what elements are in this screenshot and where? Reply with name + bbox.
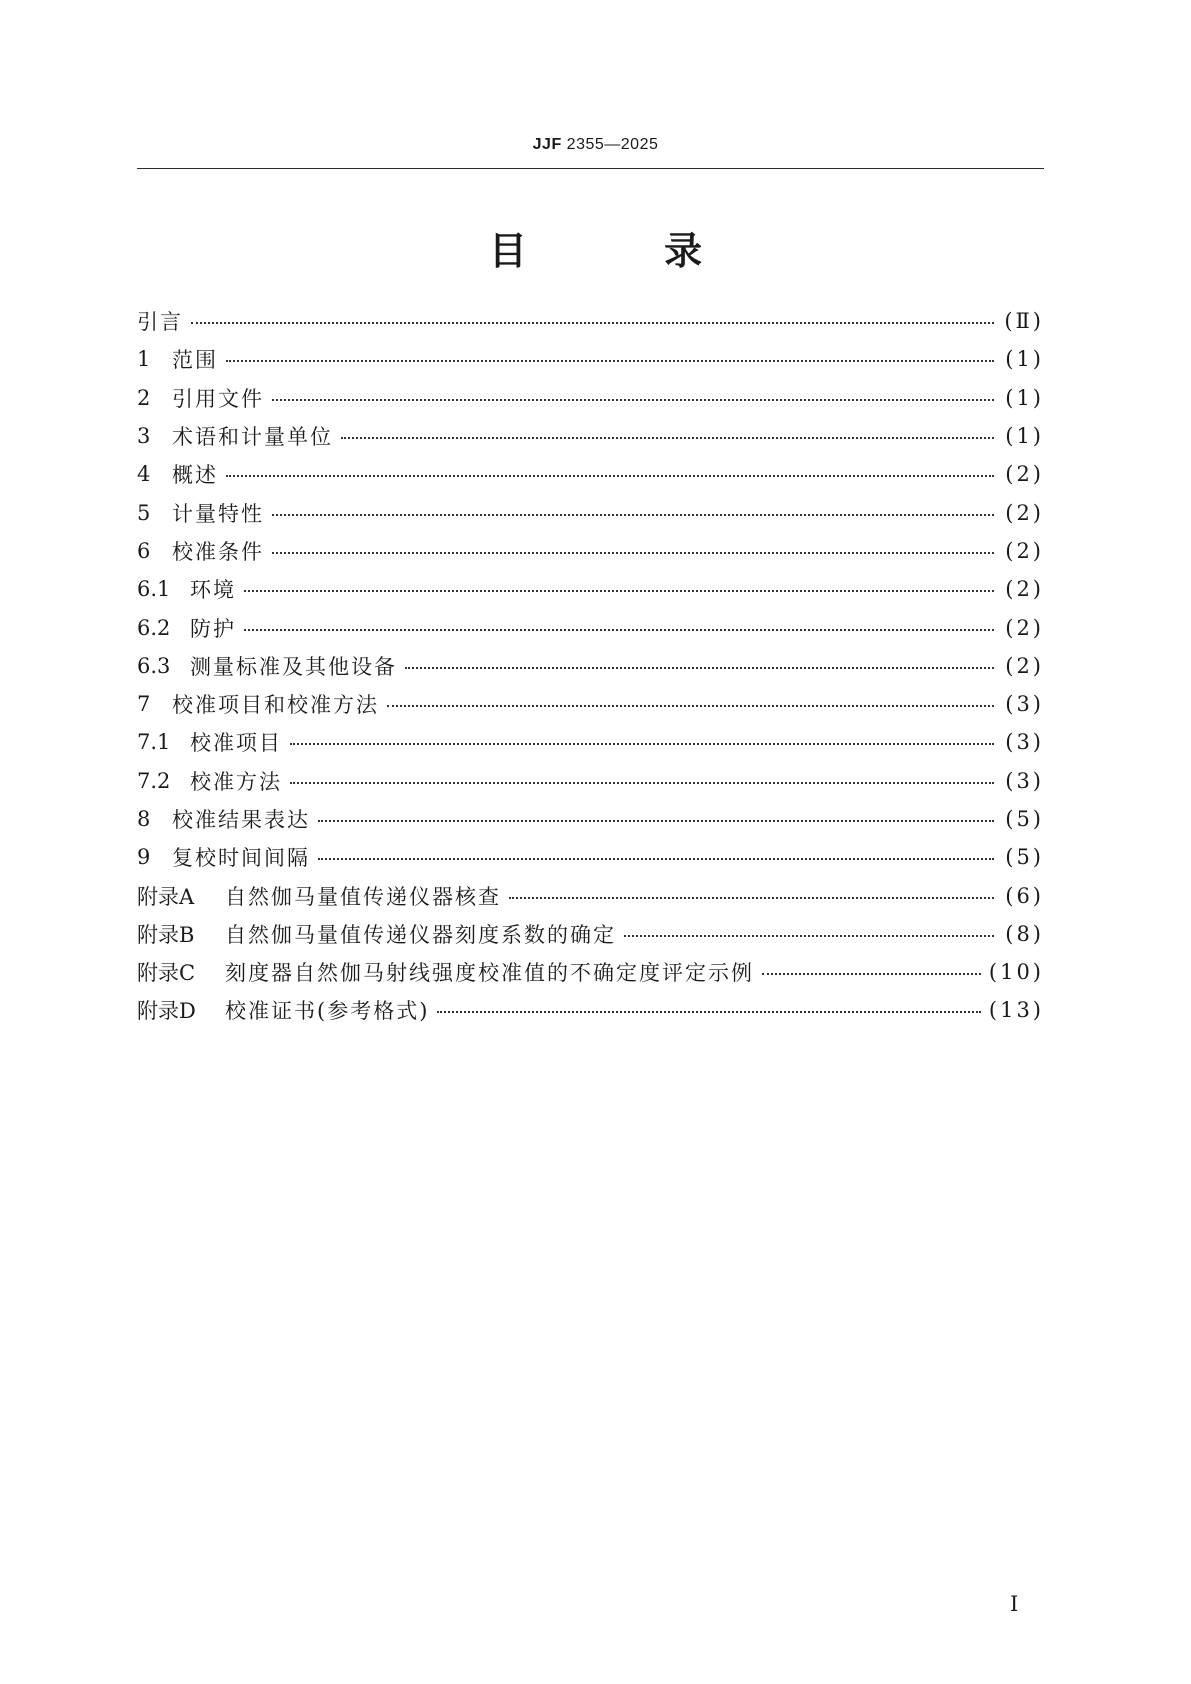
toc-entry-title: 刻度器自然伽马射线强度校准值的不确定度评定示例 [225,961,754,986]
toc-entry-number: 1 [137,347,151,372]
toc-entry-page: (1) [1005,424,1044,449]
toc-entry [137,838,1044,876]
toc-entry [137,340,1044,378]
toc-entry-page: (2) [1005,577,1044,602]
toc-entry [137,570,1044,608]
toc-dot-leader [509,897,994,899]
toc-dot-leader [290,782,994,784]
toc-entry-page: (10) [988,960,1044,985]
toc-entry-page: (8) [1005,921,1044,946]
toc-entry-page: (2) [1005,538,1044,563]
toc-entry-number: 附录A [137,884,195,909]
toc-entry-page: (3) [1005,768,1044,793]
toc-entry-number: 6 [137,538,151,563]
toc-entry-page: (5) [1005,845,1044,870]
toc-entry-number: 8 [137,807,151,831]
toc-entry-number: 附录B [137,922,195,947]
toc-entry [137,379,1044,417]
toc-entry [137,723,1044,761]
toc-entry-title: 校准结果表达 [172,808,310,832]
toc-entry [137,800,1044,838]
toc-entry-title: 自然伽马量值传递仪器刻度系数的确定 [225,922,616,947]
toc-entry-title: 校准证书(参考格式) [225,999,430,1024]
toc-entry-number: 6.3 [137,653,171,678]
toc-entry-page: (3) [1005,730,1044,755]
toc-dot-leader [405,667,994,669]
toc-entry-page: (1) [1005,385,1044,410]
toc-entry-title: 校准项目 [190,731,282,756]
toc-dot-leader [624,935,994,937]
toc-entry-title: 概述 [172,463,218,488]
toc-entry-title: 校准方法 [190,769,282,794]
toc-entry [137,455,1044,493]
toc-dot-leader [387,705,994,707]
toc-dot-leader [318,820,994,822]
toc-dot-leader [272,552,994,554]
toc-entry-title: 自然伽马量值传递仪器核查 [225,884,501,909]
toc-entry-number: 9 [137,845,151,870]
toc-dot-leader [272,514,994,516]
toc-entry-page: (2) [1005,500,1044,525]
document-code-prefix: JJF [532,136,562,153]
toc-entry-number: 4 [137,462,151,487]
toc-entry-title: 测量标准及其他设备 [190,654,397,679]
toc-entry [137,417,1044,455]
toc-dot-leader [318,858,994,860]
toc-entry [137,493,1044,531]
toc-entry-number: 3 [137,424,151,449]
toc-dot-leader [437,1011,981,1013]
toc-entry-number: 5 [137,500,151,525]
toc-entry-page: (2) [1005,615,1044,640]
toc-entry-number: 7.1 [137,730,171,755]
toc-entry-number: 7 [137,692,151,717]
toc-entry-number: 6.1 [137,577,171,602]
toc-dot-leader [226,475,994,477]
toc-list [137,302,1044,1030]
toc-entry [137,876,1044,914]
toc-entry-title: 校准项目和校准方法 [172,693,379,718]
toc-entry-title: 计量特性 [172,501,264,526]
toc-entry [137,532,1044,570]
toc-entry [137,608,1044,646]
toc-entry-title: 环境 [190,578,236,603]
toc-entry-number: 6.2 [137,615,171,640]
document-code [0,136,1191,154]
toc-entry [137,953,1044,991]
toc-title: 目 录 [488,229,765,273]
toc-entry [137,915,1044,953]
toc-dot-leader [244,629,994,631]
toc-entry [137,647,1044,685]
toc-entry-page: (5) [1005,807,1044,831]
toc-dot-leader [272,399,994,401]
toc-dot-leader [244,590,994,592]
toc-entry-page: (1) [1005,347,1044,372]
toc-entry [137,685,1044,723]
toc-entry-page: (Ⅱ) [1004,309,1044,334]
toc-entry-title: 范围 [172,348,218,373]
toc-entry-title: 防护 [190,616,236,641]
toc-entry [137,762,1044,800]
toc-entry-page: (2) [1005,462,1044,487]
toc-dot-leader [290,743,994,745]
header-rule [137,168,1044,169]
toc-entry-page: (2) [1005,653,1044,678]
toc-dot-leader [191,322,994,324]
toc-dot-leader [226,360,994,362]
document-code-number: 2355—2025 [566,136,659,153]
toc-entry-title: 引言 [137,310,183,335]
toc-entry-number: 附录C [137,961,196,986]
toc-entry-title: 复校时间间隔 [172,846,310,871]
toc-entry-number: 7.2 [137,768,171,793]
toc-dot-leader [341,437,994,439]
toc-entry-title: 校准条件 [172,539,264,564]
toc-entry [137,991,1044,1029]
toc-entry-title: 引用文件 [172,386,264,411]
toc-entry [137,302,1044,340]
toc-entry-number: 附录D [137,999,196,1024]
toc-entry-page: (13) [988,998,1044,1023]
toc-entry-page: (6) [1005,883,1044,908]
toc-entry-page: (3) [1005,692,1044,717]
toc-entry-title: 术语和计量单位 [172,425,333,450]
toc-dot-leader [762,973,981,975]
page-folio: I [1010,1592,1019,1616]
toc-entry-number: 2 [137,385,151,410]
